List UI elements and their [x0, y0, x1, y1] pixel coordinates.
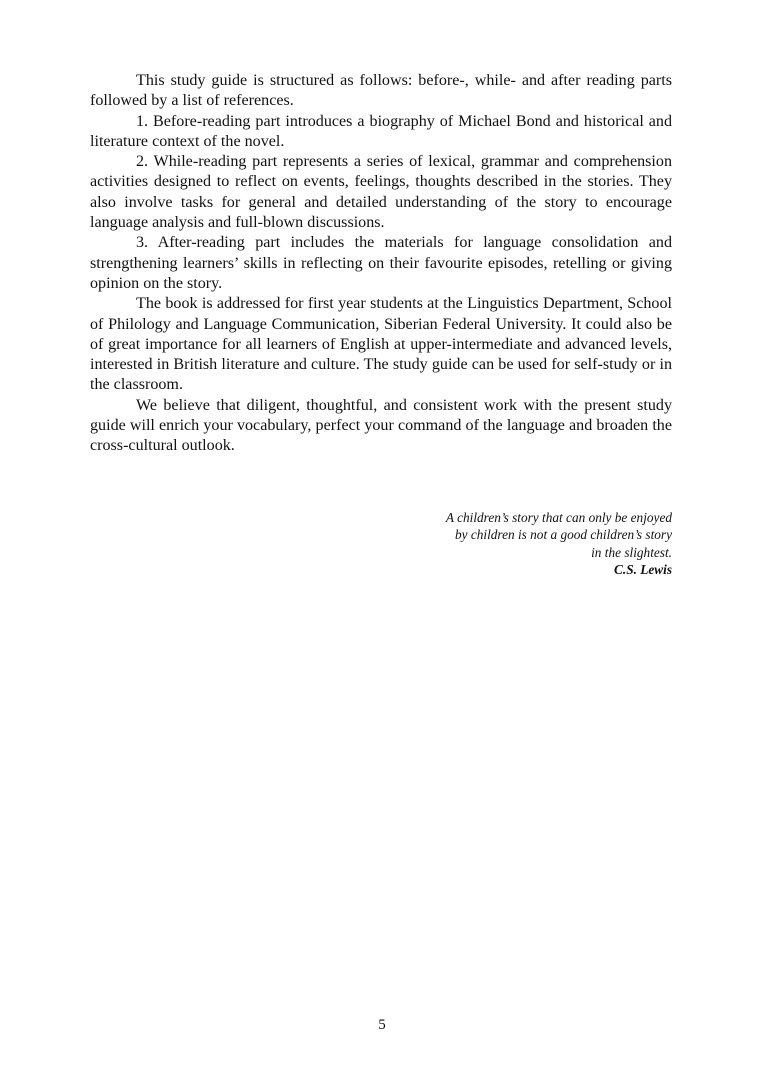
paragraph-audience: The book is addressed for first year students at the Linguistics Department, School of Philology and Language Communication, Siberian Federal University. It could also be of great importance for all learners of English at upper-intermediate and advanced levels, interested in British literature and culture. The study guide can be used for self-study or in the classroom. — [90, 295, 672, 394]
paragraph-while-reading: 2. While-reading part represents a series of lexical, grammar and comprehension activities designed to reflect on events, feelings, thoughts described in the stories. They also involve tasks for general and detailed understanding of the story to encourage language analysis and full-blown discussions. — [90, 153, 672, 232]
epigraph-line: by children is not a good children’s story — [454, 527, 672, 543]
paragraph-after-reading: 3. After-reading part includes the materials for language consolidation and strengthening learners’ skills in reflecting on their favourite episodes, retelling or giving opinion on the story. — [90, 234, 672, 292]
paragraph-structure: This study guide is structured as follows: before-, while- and after reading parts followed by a list of references. — [90, 72, 672, 110]
epigraph-line: in the slightest. — [591, 544, 672, 560]
epigraph-author: C.S. Lewis — [614, 561, 672, 577]
page-body — [90, 71, 672, 457]
page-number: 5 — [378, 1017, 386, 1033]
paragraph-conclusion: We believe that diligent, thoughtful, and consistent work with the present study guide will enrich your vocabulary, perfect your command of the language and broaden the cross-cultural outlook. — [90, 396, 672, 455]
paragraph-before-reading: 1. Before-reading part introduces a biography of Michael Bond and historical and literature context of the novel. — [90, 112, 672, 150]
epigraph — [300, 509, 672, 578]
epigraph-line: A children’s story that can only be enjoyed — [445, 510, 672, 525]
